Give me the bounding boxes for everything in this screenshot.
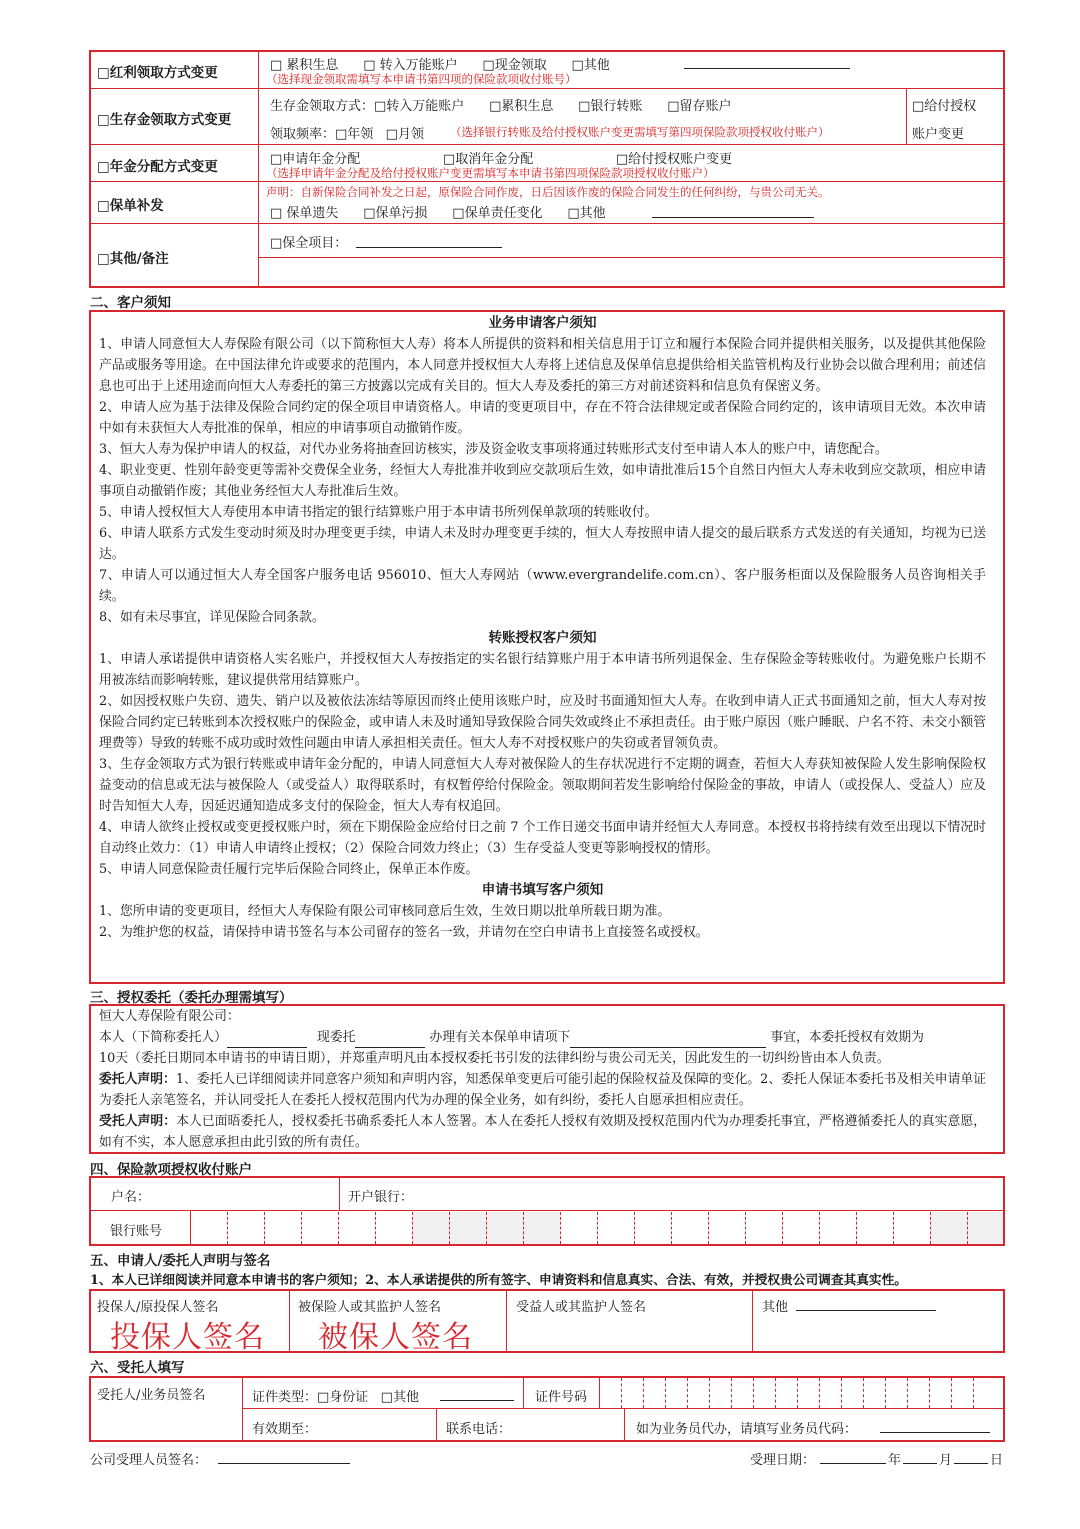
row-dividend-label[interactable]: □红利领取方式变更 [97, 65, 218, 81]
agent-text: 现委托 [317, 1030, 356, 1045]
row-reissue-options[interactable]: □ 保单遗失 □保单污损 □保单责任变化 □其他 [270, 206, 606, 221]
section-4-heading: 四、保险款项授权收付账户 [90, 1162, 252, 1178]
row-survival-side-1[interactable]: □给付授权 [912, 99, 977, 114]
notice-para: 1、申请人承诺提供申请资格人实名账户，并授权恒大人寿按指定的实名银行结算账户用于本申请书所列退保金、生存保险金等转账收付。为避免账户长期不用被冻结而影响转账，建议提供常用结算账户。 [99, 652, 986, 688]
row-dividend-options[interactable]: □ 累积生息 □ 转入万能账户 □现金领取 □其他 [270, 58, 610, 73]
notice-para: 4、职业变更、性别年龄变更等需补交费保全业务，经恒大人寿批准并收到应交款项后生效，如申请批准后15个自然日内恒大人寿未收到应交款项，相应申请事项自动撤销作废；其他业务经恒大人寿批准后生效。 [99, 463, 986, 499]
valid-until-label[interactable]: 有效期至： [252, 1422, 318, 1437]
notice-para: 4、申请人欲终止授权或变更授权账户时，须在下期保险金应给付日之前 7 个工作日递交书面申请并经恒大人寿同意。本授权书将持续有效至出现以下情况时自动终止效力：（1）申请人申请终止授权；（2）保险合同效力终止；（3）生存受益人变更等影响授权的情形。 [99, 820, 986, 856]
section-6-heading: 六、受托人填写 [90, 1360, 185, 1376]
day-label: 日 [990, 1453, 1004, 1468]
staff-signature-label[interactable]: 公司受理人员签名： [90, 1453, 208, 1468]
year-label: 年 [888, 1453, 902, 1468]
notice-title-2: 转账授权客户须知 [488, 630, 597, 646]
authorization-company: 恒大人寿保险有限公司： [99, 1009, 240, 1024]
row-survival-note: （选择银行转账及给付授权账户变更需填写第四项保险款项授权收付账户） [450, 125, 830, 139]
notice-para: 1、申请人同意恒大人寿保险有限公司（以下简称恒大人寿）将本人所提供的资料和相关信息用于订立和履行本保险合同并提供相关服务，以及提供其他保险产品或服务等用途。在中国法律允许或要求的范围内，本人同意并授权恒大人寿将上述信息及保单信息提供给相关监管机构及行业协会以做合理利用；前述信息也可出于上述用途而向恒大人寿委托的第三方披露以完成有关目的。恒大人寿及委托的第三方对前述资料和信息负有保密义务。 [99, 337, 986, 394]
notice-para: 6、申请人联系方式发生变动时须及时办理变更手续，申请人未及时办理变更手续的，恒大人寿按照申请人提交的最后联系方式发送的有关通知，均视为已送达。 [99, 526, 986, 562]
principal-name-field[interactable] [227, 1035, 307, 1048]
insured-signature[interactable]: 被保人签名 [318, 1320, 473, 1355]
row-survival-frequency[interactable]: 领取频率：□年领 □月领 [270, 127, 424, 142]
account-number-label: 银行账号 [110, 1224, 163, 1239]
principal-text: 本人（下简称委托人） [99, 1030, 227, 1045]
notice-para: 2、如因授权账户失窃、遗失、销户以及被依法冻结等原因而终止使用该账户时，应及时书面通知恒大人寿。在收到申请人正式书面通知之前，恒大人寿对按保险合同约定已转账到本次授权账户的保险金，或申请人未及时通知导致保险合同失效或终止不承担责任。由于账户原因（账户睡眠、户名不符、未交小额管理费等）导致的转账不成功或时效性问题由申请人承担相关责任。恒大人寿不对授权账户的失窃或者冒领负责。 [99, 694, 986, 751]
accept-date-label: 受理日期： [750, 1453, 816, 1468]
beneficiary-signature-label[interactable]: 受益人或其监护人签名 [516, 1300, 647, 1315]
notice-para: 2、申请人应为基于法律及保险合同约定的保全项目申请资格人。申请的变更项目中，存在不符合法律规定或者保险合同约定的，该申请项目无效。本次申请中如有未获恒大人寿批准的保单，相应的申请事项自动撤销作废。 [99, 400, 986, 436]
row-annuity-options[interactable]: □申请年金分配 □取消年金分配 □给付授权账户变更 [270, 152, 733, 167]
notice-para: 8、如有未尽事宜，详见保险合同条款。 [99, 610, 325, 625]
notice-para: 7、申请人可以通过恒大人寿全国客户服务电话 956010、恒大人寿网站（www.evergrandelife.com.cn）、客户服务柜面以及保险服务人员咨询相关手续。 [99, 568, 986, 604]
account-name-label[interactable]: 户名： [111, 1190, 151, 1205]
id-number-cells[interactable] [599, 1378, 1003, 1408]
row-annuity-note: （选择申请年金分配及给付授权账户变更需填写本申请书第四项保险款项授权收付账户） [266, 166, 715, 180]
authorization-line-1[interactable] [99, 1027, 986, 1048]
row-survival-options[interactable]: 生存金领取方式：□转入万能账户 □累积生息 □银行转账 □留存账户 [270, 99, 732, 114]
applicant-declaration: 1、本人已详细阅读并同意本申请书的客户须知；2、本人承诺提供的所有签字、申请资料和信息真实、合法、有效，并授权贵公司调查其真实性。 [90, 1272, 907, 1287]
notice-para: 2、为维护您的权益，请保持申请书签名与本公司留存的签名一致，并请勿在空白申请书上直接签名或授权。 [99, 925, 709, 940]
accept-day-field[interactable] [954, 1451, 988, 1464]
row-dividend-note: （选择现金领取需填写本申请书第四项的保险款项收付账号） [266, 72, 577, 86]
notice-para: 3、恒大人寿为保护申请人的权益，对代办业务将抽查回访核实，涉及资金收支事项将通过转账形式支付至申请人本人的账户中，请您配合。 [99, 442, 888, 457]
matter-text: 办理有关本保单申请项下 [429, 1030, 571, 1045]
phone-label[interactable]: 联系电话： [446, 1422, 512, 1437]
section-2-heading: 二、客户须知 [90, 295, 171, 311]
accept-year-field[interactable] [820, 1451, 886, 1464]
policyholder-signature[interactable]: 投保人签名 [110, 1320, 265, 1355]
notice-para: 5、申请人授权恒大人寿使用本申请书指定的银行结算账户用于本申请书所列保单款项的转账收付。 [99, 505, 658, 520]
other-signature-label[interactable]: 其他 [762, 1300, 789, 1315]
section-5-heading: 五、申请人/委托人声明与签名 [90, 1253, 271, 1269]
insured-signature-label: 被保险人或其监护人签名 [298, 1300, 442, 1315]
agent-name-field[interactable] [355, 1035, 425, 1048]
row-reissue-label[interactable]: □保单补发 [97, 198, 164, 214]
row-reissue-statement: 声明：自新保险合同补发之日起，原保险合同作废，日后因该作废的保险合同发生的任何纠纷，与贵公司无关。 [266, 185, 830, 199]
row-survival-side-2: 账户变更 [912, 127, 965, 142]
id-number-label: 证件号码 [535, 1390, 588, 1405]
agent-code-label[interactable]: 如为业务员代办，请填写业务员代码： [636, 1422, 858, 1437]
id-type-options[interactable]: 证件类型：□身份证 □其他 [252, 1390, 419, 1405]
validity-text: 事宜，本委托授权有效期为 [770, 1030, 924, 1045]
bank-name-label[interactable]: 开户银行： [348, 1190, 414, 1205]
notice-para: 1、您所申请的变更项目，经恒大人寿保险有限公司审核同意后生效，生效日期以批单所载日期为准。 [99, 904, 671, 919]
principal-statement: 委托人声明：1、委托人已详细阅读并同意客户须知和声明内容，知悉保单变更后可能引起的保险权益及保障的变化。2、委托人保证本委托书及相关申请单证为委托人亲笔签名，并认同受托人在委托人授权范围内代为办理的保全业务，如有纠纷，委托人自愿承担相应责任。 [99, 1072, 986, 1108]
policyholder-signature-label: 投保人/原投保人签名 [97, 1300, 219, 1315]
row-other-label[interactable]: □其他/备注 [97, 251, 169, 267]
agent-statement: 受托人声明：本人已面晤委托人，授权委托书确系委托人本人签署。本人在委托人授权有效期及授权范围内代为办理委托事宜，严格遵循委托人的真实意愿，如有不实，本人愿意承担由此引致的所有责任。 [99, 1114, 987, 1150]
month-label: 月 [939, 1453, 953, 1468]
customer-notice-content [99, 313, 986, 943]
notice-para: 3、生存金领取方式为银行转账或申请年金分配的，申请人同意恒大人寿对被保险人的生存状况进行不定期的调查，若恒大人寿获知被保险人发生影响保险权益变动的信息或无法与被保险人（或受益人）取得联系时，有权暂停给付保险金。领取期间若发生影响给付保险金的事故，申请人（或投保人、受益人）应及时告知恒大人寿，因延迟通知造成多支付的保险金，恒大人寿有权追回。 [99, 757, 986, 814]
row-survival-label[interactable]: □生存金领取方式变更 [97, 112, 232, 128]
account-number-cells[interactable] [190, 1212, 1003, 1244]
section-3-heading: 三、授权委托（委托办理需填写） [90, 990, 293, 1006]
row-other-item[interactable]: □保全项目： [270, 236, 348, 251]
accept-month-field[interactable] [903, 1451, 937, 1464]
notice-title-1: 业务申请客户须知 [488, 315, 597, 331]
notice-para: 5、申请人同意保险责任履行完毕后保险合同终止，保单正本作废。 [99, 862, 479, 877]
authorization-content [99, 1006, 986, 1153]
matter-field[interactable] [570, 1035, 766, 1048]
authorization-line-2: 10天（委托日期同本申请书的申请日期），并郑重声明凡由本授权委托书引发的法律纠纷与贵公司无关，因此发生的一切纠纷皆由本人负责。 [99, 1051, 890, 1066]
row-annuity-label[interactable]: □年金分配方式变更 [97, 159, 218, 175]
notice-title-3: 申请书填写客户须知 [481, 882, 604, 898]
agent-signature-label[interactable]: 受托人/业务员签名 [97, 1388, 206, 1403]
